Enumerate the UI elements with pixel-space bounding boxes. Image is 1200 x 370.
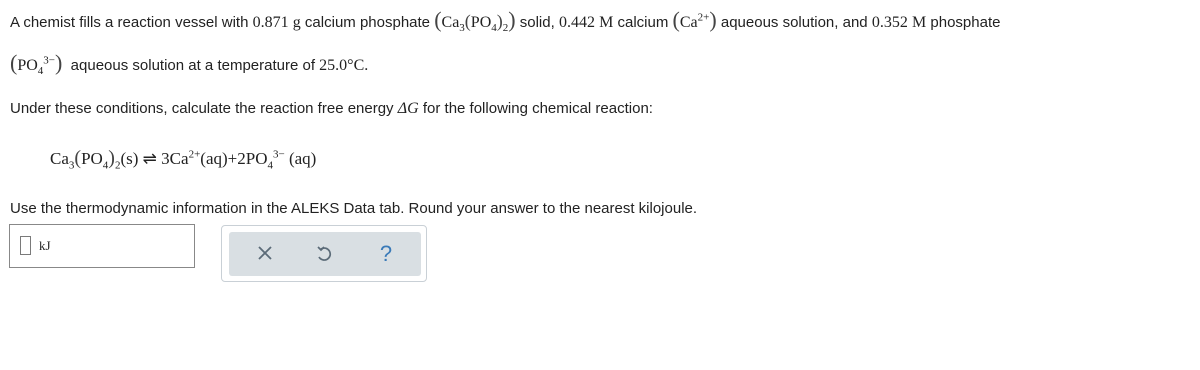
instruction-line: Under these conditions, calculate the reaction free energy ΔG for the following chemical reaction: <box>10 100 653 117</box>
help-icon: ? <box>379 241 393 266</box>
answer-toolbar <box>221 225 427 282</box>
undo-icon <box>316 245 332 263</box>
help-button[interactable] <box>371 240 401 268</box>
close-icon <box>257 245 273 261</box>
calcium-ion-formula: $Ca^{2+}$ <box>679 11 710 31</box>
clear-button[interactable] <box>250 240 280 268</box>
reaction-equation: $Ca_3(PO_4)_2(s)$ ⇌ $3Ca^{2+}(aq)+2PO_4^{3-}$ (aq) <box>50 147 317 172</box>
undo-button[interactable] <box>309 240 339 268</box>
phosphate-ion-formula: $PO_4^{3-}$ <box>17 54 55 78</box>
calcium-phosphate-formula: $Ca_3(PO_4)_2$ <box>441 11 509 35</box>
problem-line-2: $(PO_4^{3-})$ aqueous solution at a temperature of 25.0°C. <box>10 50 369 78</box>
answer-input[interactable] <box>9 224 195 268</box>
problem-line-1: A chemist fills a reaction vessel with 0.871 g calcium phosphate $(Ca_3(PO_4)_2)$ solid, 0.442 M calcium $(Ca^{2+})$ aqueous solution, and 0.352 M phosphate <box>10 7 1001 35</box>
unit-label: kJ <box>39 238 51 253</box>
data-tab-instruction: Use the thermodynamic information in the ALEKS Data tab. Round your answer to the nearest kilojoule. <box>10 200 698 217</box>
answer-cursor-box[interactable] <box>20 236 31 255</box>
